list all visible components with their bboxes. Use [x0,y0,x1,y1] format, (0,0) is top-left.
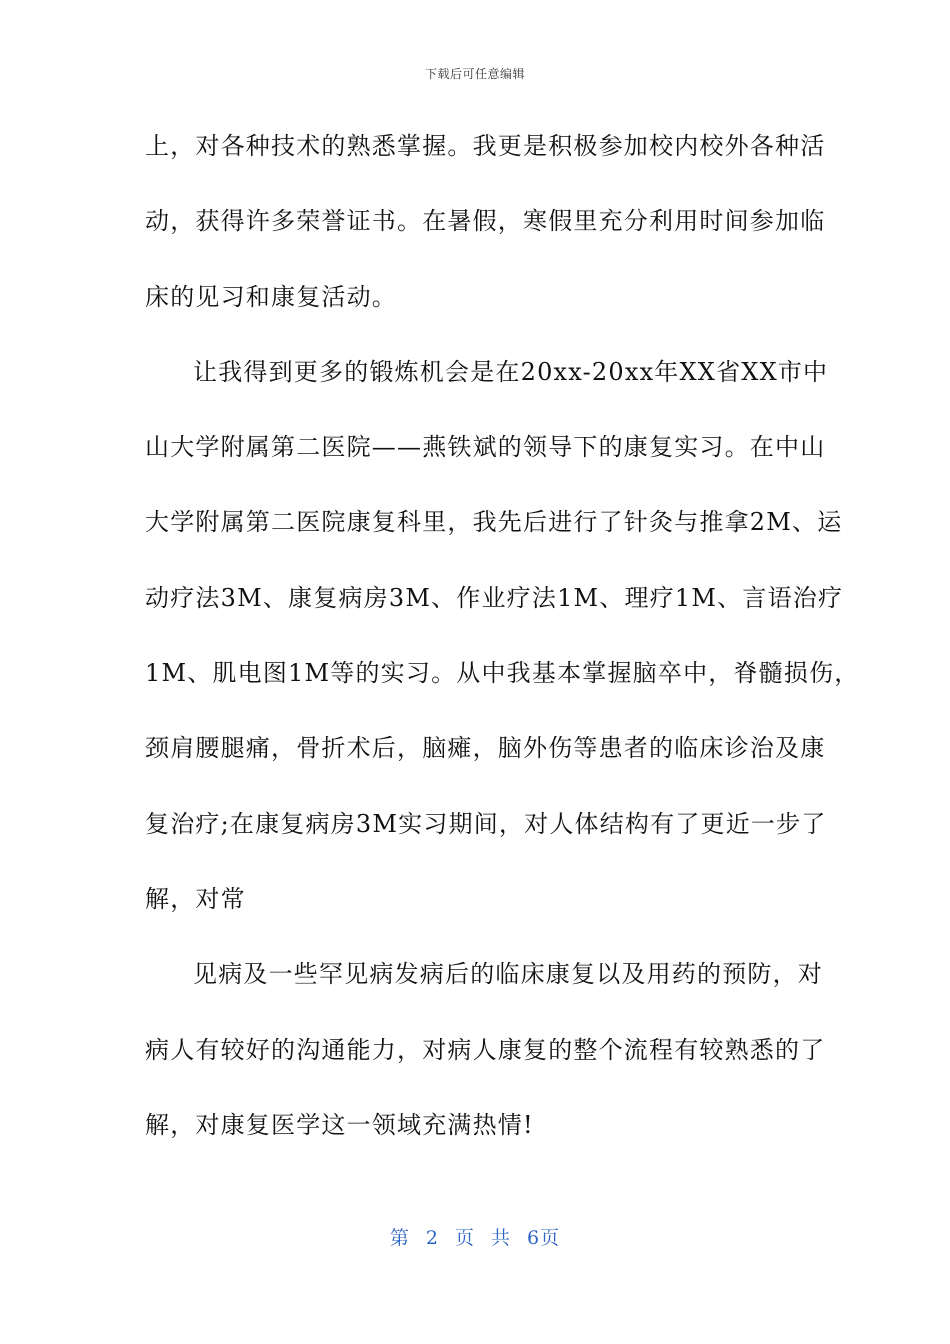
text-line: 解，对常 [145,884,246,913]
page-footer [0,1224,950,1252]
document-body [145,114,860,1168]
text-line: 大学附属第二医院康复科里，我先后进行了针灸与推拿2M、运 [145,508,843,537]
text-line: 床的见习和康复活动。 [145,282,397,311]
text-line: 动疗法3M、康复病房3M、作业疗法1M、理疗1M、言语治疗 [145,583,844,612]
text-line: 病人有较好的沟通能力，对病人康复的整个流程有较熟悉的了 [145,1035,826,1064]
text-line: 颈肩腰腿痛，骨折术后，脑瘫，脑外伤等患者的临床诊治及康 [145,734,826,763]
paragraph-first-line: 让我得到更多的锻炼机会是在20xx-20xx年XX省XX市中 [193,357,829,386]
footer-ye: 页 [454,1227,475,1249]
text-line: 解，对康复医学这一领域充满热情! [145,1110,534,1139]
text-line: 1M、肌电图1M等的实习。从中我基本掌握脑卒中，脊髓损伤， [145,659,860,688]
text-line: 山大学附属第二医院——燕铁斌的领导下的康复实习。在中山 [145,433,826,462]
paragraph-first-line: 见病及一些罕见病发病后的临床康复以及用药的预防，对 [193,960,823,989]
page-header: 下载后可任意编辑 [424,67,525,81]
text-line: 上，对各种技术的熟悉掌握。我更是积极参加校内校外各种活 [145,132,826,160]
footer-total-pages: 6页 [527,1227,561,1249]
text-line: 动，获得许多荣誉证书。在暑假，寒假里充分利用时间参加临 [145,207,826,236]
footer-page-number: 2 [425,1227,439,1249]
footer-gong: 共 [491,1227,512,1249]
text-line: 复治疗;在康复病房3M实习期间，对人体结构有了更近一步了 [145,809,827,838]
footer-di: 第 [389,1227,410,1249]
